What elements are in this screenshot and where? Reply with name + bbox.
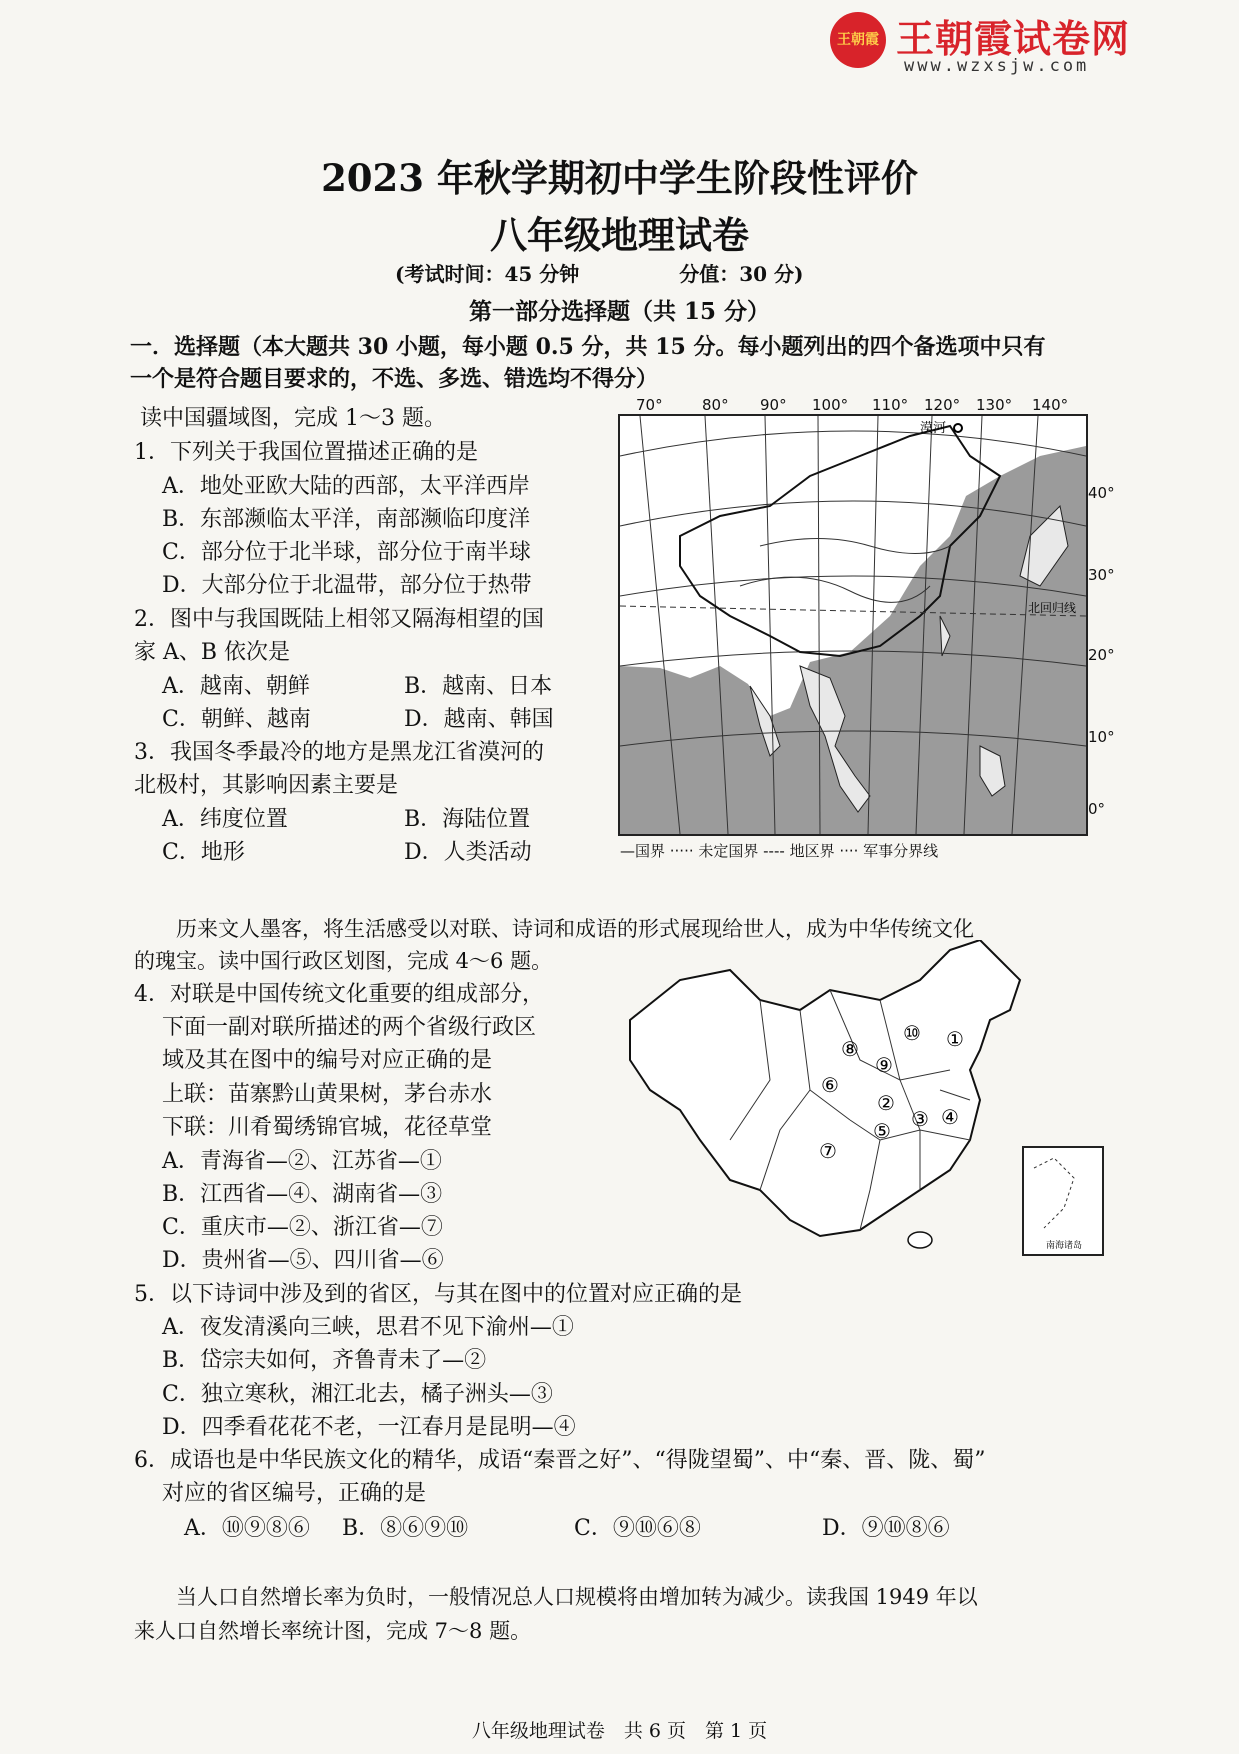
exam-title: 2023 年秋学期初中学生阶段性评价 — [321, 156, 918, 200]
q5-option-a: A．夜发清溪向三峡，思君不见下渝州—① — [162, 1315, 574, 1340]
q6-stem-2: 对应的省区编号，正确的是 — [162, 1481, 427, 1506]
q3-stem-1: 3．我国冬季最冷的地方是黑龙江省漠河的 — [134, 740, 544, 765]
lon-label: 110° — [872, 396, 909, 414]
logo-seal-icon: 王朝霞 — [830, 12, 886, 68]
q2-option-a: A．越南、朝鲜 — [162, 674, 310, 699]
lon-label: 90° — [760, 396, 787, 414]
q4-stem-3: 域及其在图中的编号对应正确的是 — [162, 1048, 493, 1073]
lon-label: 130° — [976, 396, 1013, 414]
exam-score: 分值：30 分) — [679, 262, 804, 286]
mohe-label: 漠河 — [920, 421, 947, 436]
q1-option-a: A．地处亚欧大陆的西部，太平洋西岸 — [162, 474, 530, 499]
q4-option-d: D．贵州省—⑤、四川省—⑥ — [162, 1248, 444, 1273]
q6-option-c: C．⑨⑩⑥⑧ — [574, 1516, 701, 1541]
group1-lead: 读中国疆域图，完成 1～3 题。 — [140, 406, 446, 431]
province-marker: ⑥ — [821, 1073, 839, 1097]
q4-couplet-up: 上联：苗寨黔山黄果树，茅台赤水 — [162, 1082, 493, 1107]
q4-couplet-down: 下联：川肴蜀绣锦官城，花径草堂 — [162, 1115, 493, 1140]
lat-label: 0° — [1088, 800, 1106, 818]
lon-label: 80° — [702, 396, 729, 414]
group2-lead-1: 历来文人墨客，将生活感受以对联、诗词和成语的形式展现给世人，成为中华传统文化 — [176, 917, 974, 941]
province-marker: ⑨ — [875, 1053, 893, 1077]
territory-map-svg — [620, 416, 1086, 834]
q4-option-a: A．青海省—②、江苏省—① — [162, 1149, 442, 1174]
tropic-label: 北回归线 — [1028, 601, 1077, 615]
q2-option-b: B．越南、日本 — [404, 674, 553, 699]
mohe-marker-icon — [954, 424, 962, 432]
exam-time: (考试时间：45 分钟 — [395, 262, 580, 286]
q6-option-b: B．⑧⑥⑨⑩ — [342, 1516, 469, 1541]
lat-label: 40° — [1088, 484, 1115, 502]
group3-lead-1: 当人口自然增长率为负时，一般情况总人口规模将由增加转为减少。读我国 1949 年以 — [176, 1585, 978, 1609]
lon-label: 140° — [1032, 396, 1069, 414]
province-marker: ① — [946, 1027, 964, 1051]
q1-stem: 1．下列关于我国位置描述正确的是 — [134, 440, 478, 465]
q4-option-b: B．江西省—④、湖南省—③ — [162, 1182, 443, 1207]
q1-option-d: D．大部分位于北温带，部分位于热带 — [162, 573, 532, 598]
section-instruction-2: 一个是符合题目要求的，不选、多选、错选均不得分） — [130, 366, 659, 392]
province-marker: ⑩ — [903, 1021, 921, 1045]
lat-label: 20° — [1088, 646, 1115, 664]
site-logo — [830, 8, 1150, 76]
exam-subtitle: 八年级地理试卷 — [490, 213, 749, 257]
map1-legend: —国界 ····· 未定国界 ---- 地区界 ···· 军事分界线 — [620, 842, 939, 860]
q3-stem-2: 北极村，其影响因素主要是 — [134, 773, 399, 798]
lon-label: 120° — [924, 396, 961, 414]
group3-lead-2: 来人口自然增长率统计图，完成 7～8 题。 — [134, 1619, 532, 1643]
province-marker: ③ — [911, 1107, 929, 1131]
lon-label: 100° — [812, 396, 849, 414]
q3-option-a: A．纬度位置 — [162, 807, 288, 832]
south-china-sea-inset — [1022, 1146, 1104, 1256]
q4-stem-1: 4．对联是中国传统文化重要的组成部分， — [134, 982, 544, 1007]
logo-url: www.wzxsjw.com — [904, 56, 1090, 76]
q6-option-a: A．⑩⑨⑧⑥ — [184, 1516, 310, 1541]
section-instruction-1: 一．选择题（本大题共 30 小题，每小题 0.5 分，共 15 分。每小题列出的四个备选项中只有 — [130, 334, 1046, 360]
inset-label: 南海诸岛 — [1045, 1241, 1083, 1251]
inset-line — [1034, 1158, 1074, 1228]
q3-option-b: B．海陆位置 — [404, 807, 531, 832]
q6-option-d: D．⑨⑩⑧⑥ — [822, 1516, 950, 1541]
q2-option-c: C．朝鲜、越南 — [162, 707, 311, 732]
group2-lead-2: 的瑰宝。读中国行政区划图，完成 4～6 题。 — [134, 949, 553, 973]
page-footer: 八年级地理试卷 共 6 页 第 1 页 — [471, 1720, 768, 1742]
river — [760, 539, 950, 554]
q6-stem-1: 6．成语也是中华民族文化的精华，成语“秦晋之好”、“得陇望蜀”、中“秦、晋、陇、蜀” — [134, 1448, 986, 1473]
q4-stem-2: 下面一副对联所描述的两个省级行政区 — [162, 1015, 537, 1040]
q5-option-d: D．四季看花花不老，一江春月是昆明—④ — [162, 1415, 576, 1440]
province-marker: ④ — [941, 1105, 959, 1129]
logo-name: 王朝霞试卷网 — [896, 17, 1131, 61]
q2-stem-1: 2．图中与我国既陆上相邻又隔海相望的国 — [134, 607, 544, 632]
hainan-island — [908, 1232, 932, 1248]
q5-option-b: B．岱宗夫如何，齐鲁青未了—② — [162, 1348, 487, 1373]
part-heading: 第一部分选择题（共 15 分） — [468, 298, 771, 325]
q1-option-b: B．东部濒临太平洋，南部濒临印度洋 — [162, 507, 531, 532]
lat-label: 30° — [1088, 566, 1115, 584]
lat-label: 10° — [1088, 728, 1115, 746]
exam-meta — [395, 258, 804, 287]
china-territory-map — [618, 414, 1088, 836]
province-marker: ⑦ — [819, 1139, 837, 1163]
q5-stem: 5．以下诗词中涉及到的省区，与其在图中的位置对应正确的是 — [134, 1282, 742, 1307]
q2-option-d: D．越南、韩国 — [404, 707, 554, 732]
province-marker: ② — [877, 1091, 895, 1115]
lon-label: 70° — [636, 396, 663, 414]
q3-option-c: C．地形 — [162, 840, 245, 865]
inset-svg — [1024, 1148, 1102, 1254]
q4-option-c: C．重庆市—②、浙江省—⑦ — [162, 1215, 443, 1240]
province-marker: ⑧ — [841, 1037, 859, 1061]
q2-stem-2: 家 A、B 依次是 — [134, 640, 291, 665]
q1-option-c: C．部分位于北半球，部分位于南半球 — [162, 540, 531, 565]
province-marker: ⑤ — [873, 1119, 891, 1143]
q3-option-d: D．人类活动 — [404, 840, 532, 865]
q5-option-c: C．独立寒秋，湘江北去，橘子洲头—③ — [162, 1382, 553, 1407]
